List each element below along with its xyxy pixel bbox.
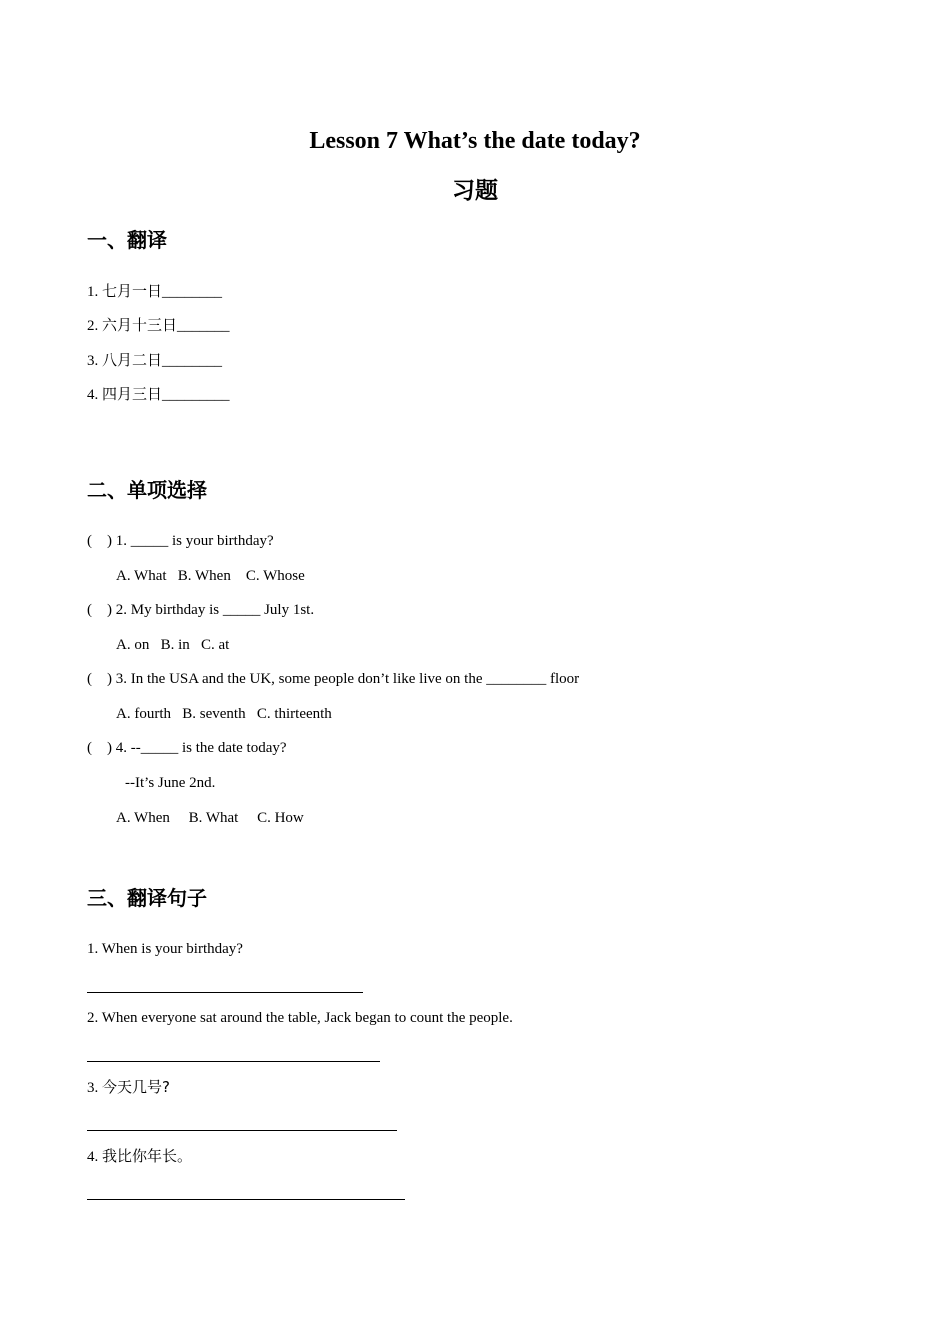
- list-item: 4. 四月三日_________: [87, 385, 230, 403]
- question-3-options: A. fourth B. seventh C. thirteenth: [116, 706, 332, 722]
- section-heading-multiple-choice: 二、单项选择: [87, 478, 207, 502]
- question-1-options: A. What B. When C. Whose: [116, 568, 305, 584]
- list-item: 1. 七月一日________: [87, 282, 223, 300]
- list-item: 3. 八月二日________: [87, 351, 223, 369]
- question-2-options: A. on B. in C. at: [116, 637, 230, 653]
- question-3: ( ) 3. In the USA and the UK, some people don’t like live on the ________ floor: [87, 671, 580, 687]
- question-2: ( ) 2. My birthday is _____ July 1st.: [87, 602, 315, 618]
- sentence-item: 2. When everyone sat around the table, Jack began to count the people.: [87, 1010, 513, 1026]
- list-item: 2. 六月十三日_______: [87, 316, 230, 334]
- page-subtitle: 习题: [452, 178, 498, 204]
- sentence-item: 3. 今天几号?: [87, 1078, 170, 1096]
- answer-line: [87, 1199, 405, 1200]
- question-4-options: A. When B. What C. How: [116, 810, 304, 826]
- sentence-item: 1. When is your birthday?: [87, 941, 243, 957]
- question-4-answer: --It’s June 2nd.: [125, 775, 216, 791]
- answer-line: [87, 1061, 380, 1062]
- answer-line: [87, 992, 363, 993]
- question-1: ( ) 1. _____ is your birthday?: [87, 533, 274, 549]
- page-title: Lesson 7 What’s the date today?: [309, 128, 641, 154]
- section-heading-translate-sentences: 三、翻译句子: [87, 886, 207, 910]
- question-4: ( ) 4. --_____ is the date today?: [87, 740, 287, 756]
- section-heading-translate: 一、翻译: [87, 228, 167, 252]
- answer-line: [87, 1130, 397, 1131]
- sentence-item: 4. 我比你年长。: [87, 1147, 193, 1165]
